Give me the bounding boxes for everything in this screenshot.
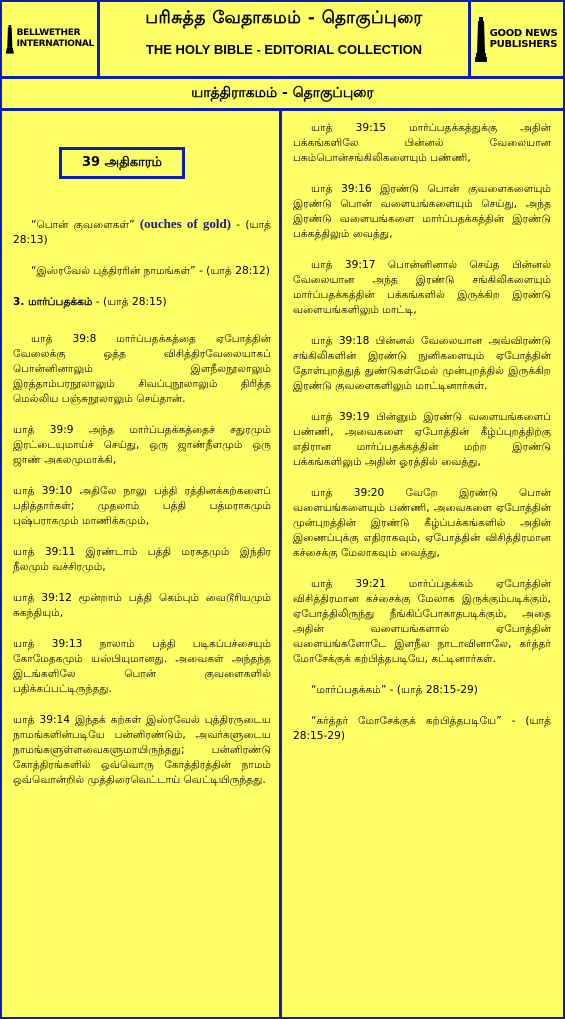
left-column	[13, 216, 271, 804]
statue-icon	[6, 15, 14, 63]
logo-right-line2: PUBLISHERS	[489, 39, 558, 50]
column-divider	[279, 111, 282, 1017]
section-heading-cite: - (யாத் 28:15)	[92, 296, 167, 308]
verse-39-21: யாத் 39:21 மார்ப்பதக்கம் ஏபோத்தின் விசித்திரமான கச்சைக்கு மேலாக இருக்கும்படிக்கும், ஏபோத்திலிருந்து நீங்கிப்போகாதபடிக்கும், அதை அதின் வளையங்களால் ஏபோத்தின் வளையங்களோடே இளநீல நாடாவினாலே, கர்த்தர் மோசேக்குக் கற்பித்தபடியே, கட்டினார்கள்.	[293, 578, 551, 665]
closing-reference-breastplate: “மார்ப்பதக்கம்” - (யாத் 28:15-29)	[311, 684, 478, 696]
right-column	[293, 121, 551, 760]
subheader-title: யாத்திராகமம் - தொகுப்புரை	[191, 85, 374, 101]
section-heading-title: 3. மார்ப்பதக்கம்	[13, 296, 93, 308]
verse-39-10: யாத் 39:10 அதிலே நாலு பத்தி ரத்தினக்கற்களைப் பதித்தார்கள்; முதலாம் பத்தி பத்மராகமும் புஷ்பராகமும் மாணிக்கமும்,	[13, 485, 271, 527]
subheader-divider	[2, 108, 563, 111]
verse-39-19: யாத் 39:19 பின்னும் இரண்டு வளையங்களைப் பண்ணி, அவைகளை ஏபோத்தின் கீழ்ப்புறத்திற்கு எதிரான மார்ப்பதக்கத்தின் மற்ற இரண்டு பக்கங்களிலும் அதின் ஓரத்தில் வைத்து,	[293, 411, 551, 468]
good-news-logo	[472, 4, 560, 74]
verse-39-14: யாத் 39:14 இந்தக் கற்கள் இஸ்ரவேல் புத்திரருடைய நாமங்களின்படியே பன்னிரண்டும், அவர்களுடைய நாமங்களுள்ளவைகளுமாயிருந்தது; பன்னிரண்டு கோத்திரங்களில் ஒவ்வொரு கோத்திரத்தின் நாமம் ஒவ்வொன்றில் முத்திரைவெட்டாய் வெட்டியிருந்தது.	[13, 714, 271, 786]
statue-icon	[475, 15, 487, 63]
verse-39-15: யாத் 39:15 மார்ப்பதக்கத்துக்கு அதின் பக்கங்களிலே பின்னல் வேலையான பசும்பொன்சங்கிலிகளையும் பண்ணி,	[293, 122, 551, 164]
logo-left-line1: BELLWETHER	[16, 28, 81, 38]
verse-39-8: யாத் 39:8 மார்ப்பதக்கத்தை ஏபோத்தின் வேலைக்கு ஒத்த விசித்திரவேலையாகப் பொன்னினாலும் இளநீலநூலாலும் இரத்தாம்பரநூலாலும் சிவப்புநூலாலும் திரித்த மெல்லிய பஞ்சுநூலாலும் செய்தான்.	[13, 333, 271, 405]
reference-ouches	[13, 216, 271, 248]
header-title-block	[100, 0, 468, 76]
closing-reference-commanded: “கர்த்தர் மோசேக்குக் கற்பித்தபடியே” - (யாத் 28:15-29)	[293, 715, 551, 742]
verse-39-17: யாத் 39:17 பொன்னினால் செய்த பின்னல் வேலையான அந்த இரண்டு சங்கிலிகளையும் மார்ப்பதக்கத்தின் பக்கங்களில் இருக்கிற இரண்டு வளையங்களிலும் மாட்டி,	[293, 259, 551, 316]
verse-39-18: யாத் 39:18 பின்னல் வேலையான அவ்விரண்டு சங்கிலிகளின் இரண்டு நுனிகளையும் ஏபோத்தின் தோள்புறத்துத் துண்டுகள்மேல் முன்புறத்தில் இருக்கிற இரண்டு குவளைகளிலும் மாட்டினார்கள்.	[293, 335, 551, 392]
logo-left-line2: INTERNATIONAL	[16, 39, 94, 49]
verse-39-13: யாத் 39:13 நாலாம் பத்தி படிகப்பச்சையும் கோமேதகமும் யஸ்பியுமானது. அவைகள் அந்தந்த இடங்களிலே பொன் குவளைகளில் பதிக்கப்பட்டிருந்தது.	[13, 638, 271, 695]
verse-39-12: யாத் 39:12 மூன்றாம் பத்தி கெம்பும் வைடூரியமும் சுகந்தியும்,	[13, 592, 271, 619]
reference-ouches-tamil: “பொன் குவளைகள்”	[31, 219, 135, 231]
header-title-english: THE HOLY BIBLE - EDITORIAL COLLECTION	[145, 42, 423, 57]
verse-39-11: யாத் 39:11 இரண்டாம் பத்தி மரகதமும் இந்திர நீலமும் வச்சிரமும்,	[13, 546, 271, 573]
reference-names: “இஸ்ரவேல் புத்திரரின் நாமங்கள்” - (யாத் 28:12)	[31, 265, 270, 277]
verse-39-20: யாத் 39:20 வேறே இரண்டு பொன் வளையங்களையும் பண்ணி, அவைகளை ஏபோத்தின் முன்புறத்தின் இரண்டு கீழ்ப்பக்கங்களில் அதின் இணைப்புக்கு எதிராகவும், ஏபோத்தின் விசித்திரமான கச்சைக்கு மேலாகவும் வைத்து,	[293, 487, 551, 559]
chapter-label: 39 அதிகாரம்	[59, 147, 185, 179]
logo-right-line1: GOOD NEWS	[489, 28, 558, 39]
bellwether-logo	[6, 4, 94, 74]
header-title-tamil: பரிசுத்த வேதாகமம் - தொகுப்புரை	[145, 8, 423, 28]
reference-ouches-cite: - (யாத் 28:13)	[13, 219, 272, 246]
header-right-divider	[468, 2, 471, 76]
verse-39-9: யாத் 39:9 அந்த மார்ப்பதக்கத்தைச் சதுரமும் இரட்டையுமாய்ச் செய்து, ஒரு ஜாண்நீளமும் ஒரு ஜாண் அகலமுமாக்கி,	[13, 424, 271, 466]
verse-39-16: யாத் 39:16 இரண்டு பொன் குவளைகளையும் இரண்டு பொன் வளையங்களையும் செய்து, அந்த இரண்டு வளையங்களை மார்ப்பதக்கத்தின் இரண்டு பக்கத்திலும் வைத்து,	[293, 183, 551, 240]
reference-ouches-english: (ouches of gold)	[139, 216, 232, 231]
section-heading	[13, 295, 271, 310]
